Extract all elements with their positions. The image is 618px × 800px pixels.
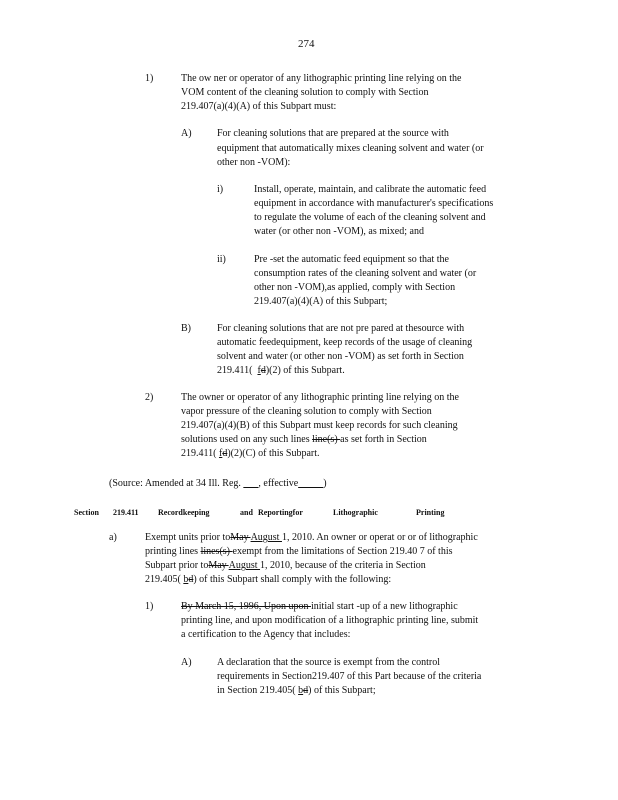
item-B-line-3: solvent and water (or other non -VOM) as set forth in Section: [217, 351, 464, 362]
item-B-line-1: For cleaning solutions that are not pre pared at thesource with: [217, 323, 465, 334]
deleted-text: lines(s): [200, 546, 233, 557]
item-2-number: 2): [145, 392, 154, 403]
item-B-line-4: [217, 365, 345, 377]
item-a-line-2: [145, 546, 453, 558]
item-a1-number: 1): [145, 601, 154, 612]
item-1-line-3: 219.407(a)(4)(A) of this Subpart must:: [181, 101, 337, 112]
item-Ai-number: i): [217, 184, 224, 195]
section-heading-word-2: and: [240, 508, 253, 517]
inserted-text: August: [228, 560, 261, 571]
deleted-text: line(s): [312, 434, 341, 445]
blank-date: _____: [298, 478, 324, 489]
blank-reg: ___: [243, 478, 259, 489]
text-run: , effective: [258, 478, 299, 489]
item-a1A-line-3: [217, 685, 376, 697]
text-run: )(2)(C) of this Subpart.: [227, 448, 320, 459]
item-Ai-line-4: water (or other non -VOM), as mixed; and: [254, 226, 424, 237]
section-heading-word-5: Printing: [416, 508, 445, 517]
item-a1-line-1: [181, 601, 458, 613]
text-run: 1, 2010, because of the criteria in Section: [260, 560, 426, 571]
section-heading-label: Section: [74, 508, 99, 517]
item-Ai-line-2: equipment in accordance with manufacturer's specifications: [254, 198, 494, 209]
section-heading-word-3: Reportingfor: [258, 508, 303, 517]
text-run: Exempt units prior to: [145, 532, 231, 543]
deleted-text: d: [303, 685, 309, 696]
item-a-line-4: [145, 574, 391, 586]
item-2-line-4: [181, 434, 427, 446]
text-run: printing lines: [145, 546, 201, 557]
inserted-text: b: [183, 574, 189, 585]
inserted-text: August: [250, 532, 282, 543]
item-Aii-line-2: consumption rates of the cleaning solvent and water (or: [254, 268, 477, 279]
inserted-text: f: [257, 365, 261, 376]
item-a1A-line-2: requirements in Section219.407 of this Part because of the criteria: [217, 671, 482, 682]
section-heading-word-4: Lithographic: [333, 508, 378, 517]
item-B-line-2: automatic feedequipment, keep records of the usage of cleaning: [217, 337, 473, 348]
text-run: exempt from the limitations of Section 219.40 7 of this: [232, 546, 453, 557]
text-run: ): [323, 478, 327, 489]
item-a1A-line-1: A declaration that the source is exempt from the control: [217, 657, 440, 668]
item-2-line-2: vapor pressure of the cleaning solution to comply with Section: [181, 406, 432, 417]
item-A-number: A): [181, 128, 192, 139]
citation-text: 219.411(: [217, 365, 253, 376]
item-2-line-5: [181, 448, 320, 460]
inserted-text: b: [298, 685, 304, 696]
citation-text: )(2) of this Subpart.: [265, 365, 345, 376]
deleted-text: By March 15, 1996, Upon upon: [181, 601, 311, 612]
item-Ai-line-1: Install, operate, maintain, and calibrate the automatic feed: [254, 184, 487, 195]
text-run: (Source: Amended at 34 Ill. Reg.: [109, 478, 244, 489]
item-2-line-1: The owner or operator of any lithographic printing line relying on the: [181, 392, 459, 403]
item-a1-line-3: a certification to the Agency that includes:: [181, 629, 351, 640]
section-heading-number: 219.411: [113, 508, 139, 517]
item-a-line-1: [145, 532, 478, 544]
section-heading-word-1: Recordkeeping: [158, 508, 210, 517]
text-run: 219.405(: [145, 574, 184, 585]
item-Ai-line-3: to regulate the volume of each of the cleaning solvent and: [254, 212, 486, 223]
item-A-line-1: For cleaning solutions that are prepared at the source with: [217, 128, 449, 139]
item-a1A-number: A): [181, 657, 192, 668]
item-B-number: B): [181, 323, 191, 334]
item-2-line-3: 219.407(a)(4)(B) of this Subpart must keep records for such cleaning: [181, 420, 458, 431]
item-1-number: 1): [145, 73, 154, 84]
item-A-line-3: other non -VOM):: [217, 157, 291, 168]
page-number: 274: [298, 38, 315, 50]
deleted-text: d: [188, 574, 194, 585]
deleted-text: d: [222, 448, 228, 459]
item-Aii-line-3: other non -VOM),as applied, comply with Section: [254, 282, 456, 293]
inserted-text: f: [218, 448, 223, 459]
item-1-line-1: The ow ner or operator of any lithographic printing line relying on the: [181, 73, 462, 84]
text-run: as set forth in Section: [340, 434, 427, 445]
item-Aii-line-1: Pre -set the automatic feed equipment so that the: [254, 254, 449, 265]
text-run: 219.411(: [181, 448, 219, 459]
text-run: initial start -up of a new lithographic: [311, 601, 458, 612]
item-a1-line-2: printing line, and upon modification of a lithographic printing line, submit: [181, 615, 479, 626]
text-run: in Section 219.405(: [217, 685, 299, 696]
item-1-line-2: VOM content of the cleaning solution to comply with Section: [181, 87, 429, 98]
source-note: [109, 478, 327, 490]
item-Aii-number: ii): [217, 254, 226, 265]
deleted-text: d: [260, 365, 266, 376]
text-run: 1, 2010. An owner or operat or or of lithographic: [281, 532, 478, 543]
item-A-line-2: equipment that automatically mixes cleaning solvent and water (or: [217, 143, 484, 154]
text-run: solutions used on any such lines: [181, 434, 313, 445]
text-run: ) of this Subpart;: [308, 685, 376, 696]
text-run: Subpart prior to: [145, 560, 209, 571]
item-a-number: a): [109, 532, 117, 543]
text-run: ) of this Subpart shall comply with the following:: [193, 574, 392, 585]
item-Aii-line-4: 219.407(a)(4)(A) of this Subpart;: [254, 296, 388, 307]
deleted-text: May: [230, 532, 251, 543]
deleted-text: May: [208, 560, 229, 571]
item-a-line-3: [145, 560, 426, 572]
